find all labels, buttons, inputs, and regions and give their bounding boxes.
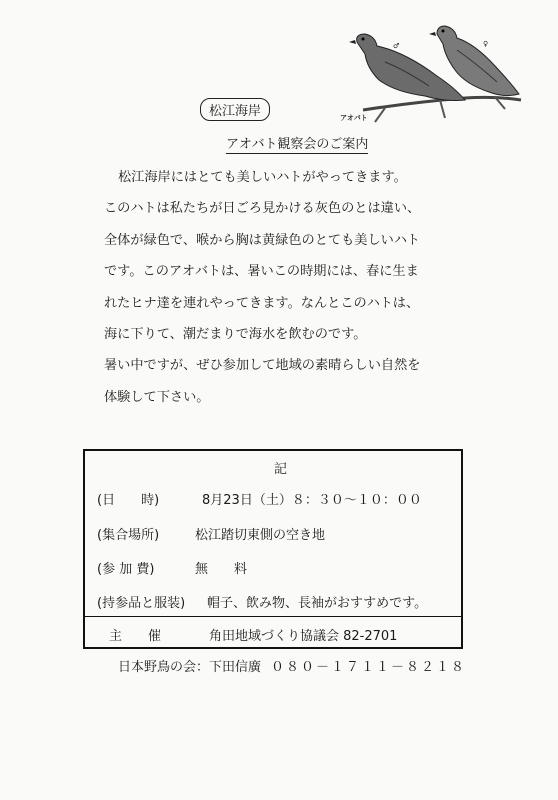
body-line: 体験して下さい。 bbox=[104, 389, 210, 405]
host-value: 角田地域づくり協議会 82-2701 bbox=[209, 629, 398, 644]
event-details-box bbox=[83, 449, 463, 649]
intro-paragraph bbox=[104, 167, 444, 418]
body-line: このハトは私たちが日ごろ見かける灰色のとは違い、 bbox=[104, 201, 421, 217]
body-line: れたヒナ達を連れやってきます。なんとこのハトは、 bbox=[104, 295, 420, 311]
body-line: 松江海岸にはとても美しいハトがやってきます。 bbox=[118, 170, 407, 185]
host-label: 主 催 bbox=[109, 629, 162, 644]
date-value: 8月23日（土）８：３０～１０：００ bbox=[202, 493, 422, 508]
meeting-place-label: (集合場所) bbox=[97, 528, 160, 543]
meeting-place-value: 松江踏切東側の空き地 bbox=[195, 528, 326, 543]
page-title: アオバト観察会のご案内 bbox=[226, 133, 368, 154]
female-tag: ♀ bbox=[483, 40, 489, 48]
date-label: (日 時) bbox=[97, 493, 160, 508]
details-divider bbox=[85, 616, 461, 617]
pigeon-pair-illustration bbox=[345, 14, 525, 130]
fee-label: (参 加 費) bbox=[97, 562, 155, 577]
place-tag: 松江海岸 bbox=[200, 98, 270, 121]
contact-name: 日本野鳥の会：下田信廣 bbox=[118, 660, 262, 675]
details-heading: 記 bbox=[274, 462, 288, 477]
contact-line bbox=[118, 656, 466, 675]
items-label: (持参品と服装) bbox=[97, 596, 186, 611]
male-tag: ♂ bbox=[393, 42, 400, 50]
body-line: 暑い中ですが、ぜひ参加して地域の素晴らしい自然を bbox=[104, 358, 421, 374]
contact-phone: ０８０－１７１１－８２１８ bbox=[271, 660, 467, 675]
fee-value: 無 料 bbox=[195, 562, 248, 577]
body-line: 海に下りて、潮だまりで海水を飲むのです。 bbox=[104, 326, 367, 342]
body-line: 全体が緑色で、喉から胸は黄緑色のとても美しいハト bbox=[104, 232, 420, 248]
illustration-caption: アオバト bbox=[340, 114, 368, 122]
items-value: 帽子、飲み物、長袖がおすすめです。 bbox=[207, 596, 428, 611]
body-line: です。このアオバトは、暑いこの時期には、春に生ま bbox=[104, 264, 419, 280]
